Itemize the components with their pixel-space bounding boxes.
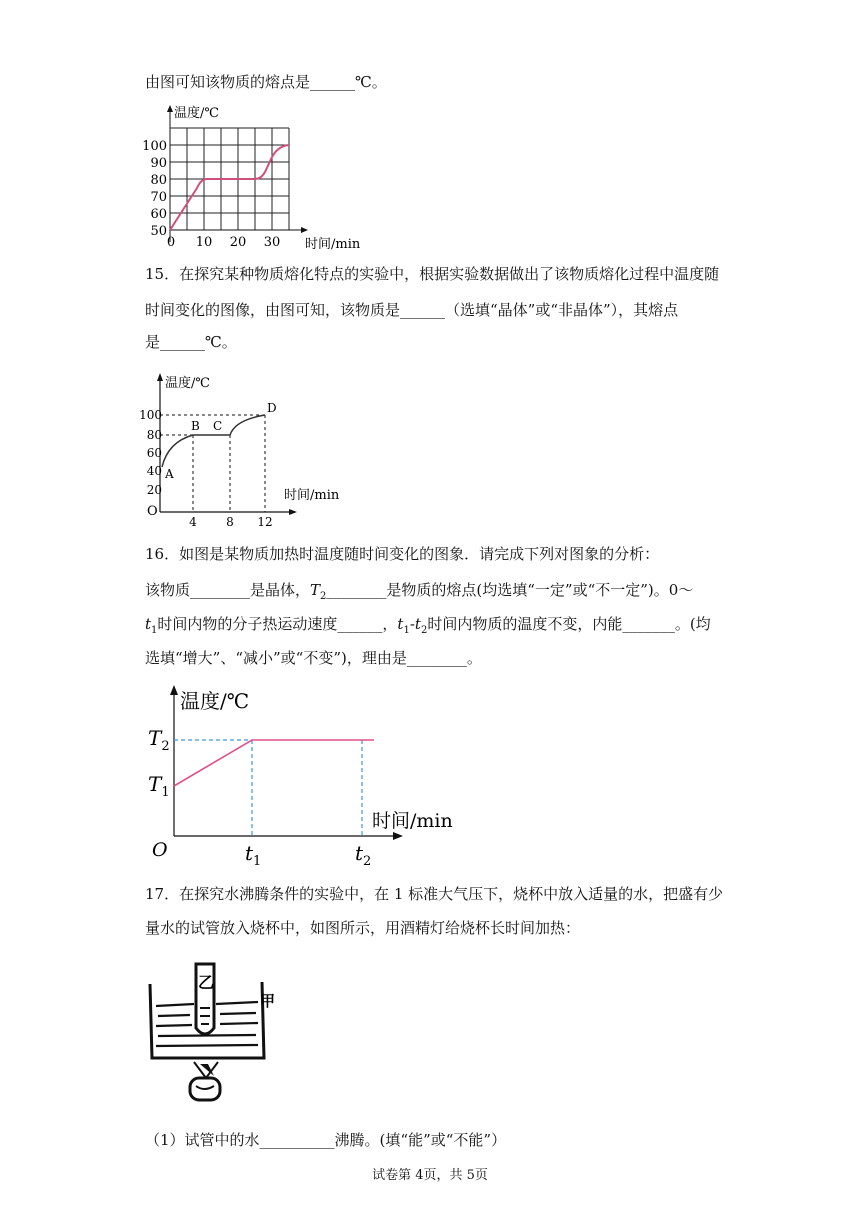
fig2-origin: O	[147, 504, 158, 519]
fig2-point-label: C	[213, 419, 223, 433]
melting-curve-abcd-chart	[139, 372, 363, 530]
fig3-t2-label: $t_2$	[355, 841, 372, 869]
q16-line4: 选填“增大”、“减小”或“不变”)，理由是________。	[145, 649, 482, 667]
fig2-ytick: 60	[146, 446, 162, 460]
intro-question-line: 由图可知该物质的熔点是______℃。	[145, 73, 387, 91]
fig1-ytick: 90	[150, 156, 167, 171]
fig3-T2-label: $T_2$	[148, 726, 170, 754]
q15-line2: 时间变化的图像，由图可知，该物质是______（选填“晶体”或“非晶体”），其熔点	[145, 301, 679, 319]
fig1-xlabel: 时间/min	[305, 237, 361, 252]
fig3-origin: O	[152, 839, 168, 861]
fig1-ytick: 60	[150, 207, 167, 222]
q17-line2: 量水的试管放入烧杯中，如图所示，用酒精灯给烧杯长时间加热：	[145, 919, 581, 937]
fig1-ytick: 50	[150, 224, 167, 239]
fig3-T1-label: $T_1$	[148, 772, 170, 800]
fig3-xlabel: 时间/min	[372, 810, 453, 832]
q15-line1: 15．在探究某种物质熔化特点的实验中，根据实验数据做出了该物质熔化过程中温度随	[145, 265, 720, 283]
fig2-point-label: D	[267, 401, 277, 415]
fig2-ytick: 40	[146, 464, 162, 478]
fig1-ylabel: 温度/℃	[174, 106, 219, 121]
fig2-point-label: A	[165, 467, 174, 481]
q16-line3: $t_1$时间内物的分子热运动速度______，$t_1-t_2$时间内物质的温度不变，内能_______。(均	[145, 615, 711, 636]
melting-curve-grid-chart	[142, 104, 375, 252]
fig1-temperature-curve	[170, 145, 289, 230]
tube-label: 乙	[198, 973, 215, 992]
q16-line2: 该物质________是晶体，$T_2\_\_\_\_\_\_\_\_$是物质的熔点(均选填“一定”或“不一定”)。0～	[145, 581, 694, 602]
fig1-ytick: 70	[150, 190, 167, 205]
fig1-xtick: 0	[166, 235, 176, 250]
fig3-t1-label: $t_1$	[245, 841, 262, 869]
fig2-xtick: 4	[189, 515, 197, 529]
fig1-xtick: 20	[229, 235, 247, 250]
fig1-ytick: 80	[150, 173, 167, 188]
fig2-ytick: 80	[146, 428, 162, 442]
fig2-xtick: 8	[226, 515, 234, 529]
q17-line1: 17．在探究水沸腾条件的实验中，在 1 标准大气压下，烧杯中放入适量的水，把盛有少	[145, 885, 724, 903]
beaker-label: 甲	[260, 992, 276, 1010]
q15-line3: 是______℃。	[145, 333, 237, 351]
fig2-xlabel: 时间/min	[284, 488, 340, 503]
fig2-ytick: 100	[139, 408, 162, 422]
fig1-ytick: 100	[142, 139, 167, 154]
fig2-point-label: B	[191, 419, 200, 433]
beaker-test-tube-apparatus	[144, 960, 284, 1112]
fig3-ylabel: 温度/℃	[180, 689, 250, 713]
fig1-xtick: 10	[195, 235, 213, 250]
q16-line1: 16．如图是某物质加热时温度随时间变化的图象．请完成下列对图象的分析：	[145, 545, 660, 563]
page-footer: 试卷第 4页，共 5页	[372, 1168, 488, 1183]
fig2-ylabel: 温度/℃	[165, 376, 210, 391]
fig2-xtick: 12	[257, 515, 273, 529]
fig1-xtick: 30	[263, 235, 281, 250]
heating-curve-chart	[142, 684, 462, 870]
fig3-temperature-curve	[174, 740, 374, 786]
q17-subquestion-1: （1）试管中的水__________沸腾。(填“能”或“不能”）	[145, 1131, 507, 1149]
fig2-ytick: 20	[146, 483, 162, 497]
